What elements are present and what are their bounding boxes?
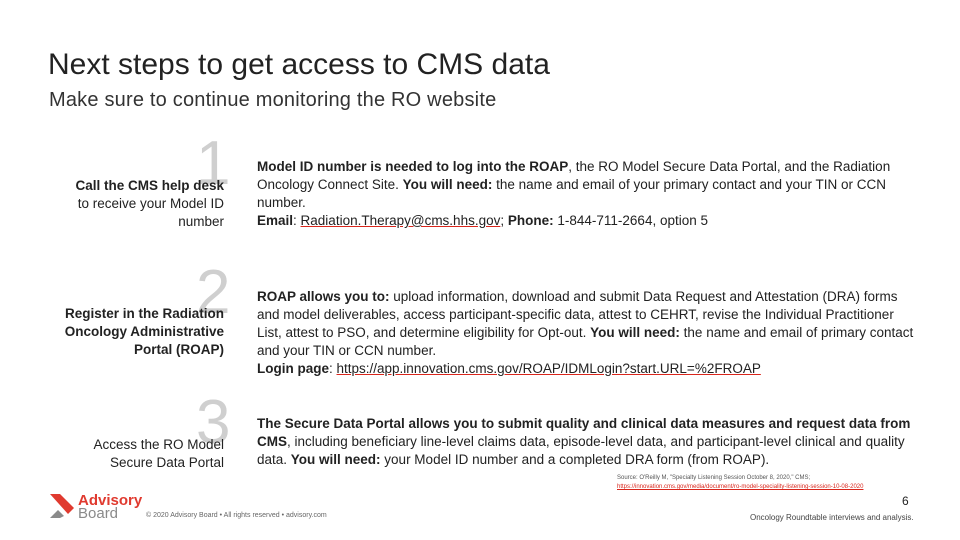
step-3-description	[257, 415, 917, 469]
step-3-label-text: Access the RO Model Secure Data Portal	[93, 437, 224, 470]
step-2-desc-text: upload information, download and submit Data Request and Attestation (DRA) forms and model deliverables, access participant-specific data, attest to CEHRT, revise the Individual Practitioner List, attest to PSO, and determine eligibility for Opt-out.	[257, 289, 898, 340]
page-number: 6	[902, 494, 909, 508]
source-link[interactable]: https://innovation.cms.gov/media/document/ro-model-speciality-listening-session-10-08-2020	[617, 484, 864, 490]
email-link[interactable]: Radiation.Therapy@cms.hhs.gov	[300, 213, 501, 228]
step-3-number: 3	[196, 388, 231, 457]
step-1-need-label: You will need:	[402, 177, 493, 192]
page-title: Next steps to get access to CMS data	[48, 48, 550, 81]
step-1-phone-value: 1-844-711-2664, option 5	[553, 213, 708, 228]
logo-text-advisory: Advisory	[78, 492, 143, 509]
step-1-label-rest: to receive your Model ID number	[77, 196, 224, 229]
step-2-desc-lead: ROAP allows you to:	[257, 289, 390, 304]
step-1-description: Model ID number is needed to log into the ROAP, the RO Model Secure Data Portal, and the Radiation Oncology Connect Site. You will need: the name and email of your primary contact and your TIN or CCN number. Email: Radiation.Therapy@cms.hhs.gov; Phone: 1-844-711-2664, option 5	[257, 159, 891, 228]
footer-copyright: © 2020 Advisory Board • All rights reserved • advisory.com	[146, 512, 327, 519]
step-1-number: 1	[196, 129, 231, 198]
step-3-need-text: your Model ID number and a completed DRA form (from ROAP).	[380, 452, 770, 467]
advisory-board-logo	[48, 492, 143, 522]
source-note	[617, 474, 917, 492]
logo-text-board: Board	[78, 505, 119, 522]
step-2-label-bold: Register in the Radiation Oncology Administrative Portal (ROAP)	[64, 306, 224, 357]
step-2-login-label: Login page	[257, 361, 329, 376]
step-3-desc-lead: The Secure Data Portal allows you to submit quality and clinical data measures and request data from CMS	[257, 416, 911, 449]
step-2-label	[44, 305, 224, 359]
step-2-need-text: the name and email of primary contact and your TIN or CCN number.	[257, 325, 914, 358]
step-3-label	[64, 436, 224, 472]
step-1-desc-lead: Model ID number is needed to log into the ROAP	[257, 159, 569, 174]
step-2-number: 2	[196, 258, 231, 327]
step-1-label	[74, 177, 224, 231]
page-subtitle: Make sure to continue monitoring the RO website	[49, 89, 497, 111]
footer-tagline: Oncology Roundtable interviews and analysis.	[750, 513, 914, 522]
step-1-desc-text: , the RO Model Secure Data Portal, and the Radiation Oncology Connect Site.	[257, 159, 891, 192]
step-1-phone-label: Phone:	[507, 213, 554, 228]
step-3-desc-text: , including beneficiary line-level claims data, episode-level data, and participant-level clinical and quality data.	[257, 434, 905, 467]
step-1-need-text: the name and email of your primary contact and your TIN or CCN number.	[257, 177, 887, 210]
logo-mark-icon	[48, 492, 76, 520]
login-page-link[interactable]: https://app.innovation.cms.gov/ROAP/IDMLogin?start.URL=%2FROAP	[336, 361, 761, 376]
step-3-need-label: You will need:	[290, 452, 381, 467]
source-text: Source: O'Reilly M, "Specialty Listening Session October 8, 2020," CMS;	[617, 475, 811, 481]
step-1-label-bold: Call the CMS help desk	[75, 178, 224, 193]
step-2-need-label: You will need:	[590, 325, 680, 340]
step-2-description: ROAP allows you to: upload information, download and submit Data Request and Attestation (DRA) forms and model deliverables, access participant-specific data, attest to CEHRT, revise the Individual Practitioner List, attest to PSO, and determine eligibility for Opt-out. You will need: the name and email of primary contact and your TIN or CCN number. Login page: https://app.innovation.cms.gov/ROAP/IDMLogin?start.URL=%2FROAP	[257, 289, 914, 376]
step-1-email-label: Email	[257, 213, 294, 228]
